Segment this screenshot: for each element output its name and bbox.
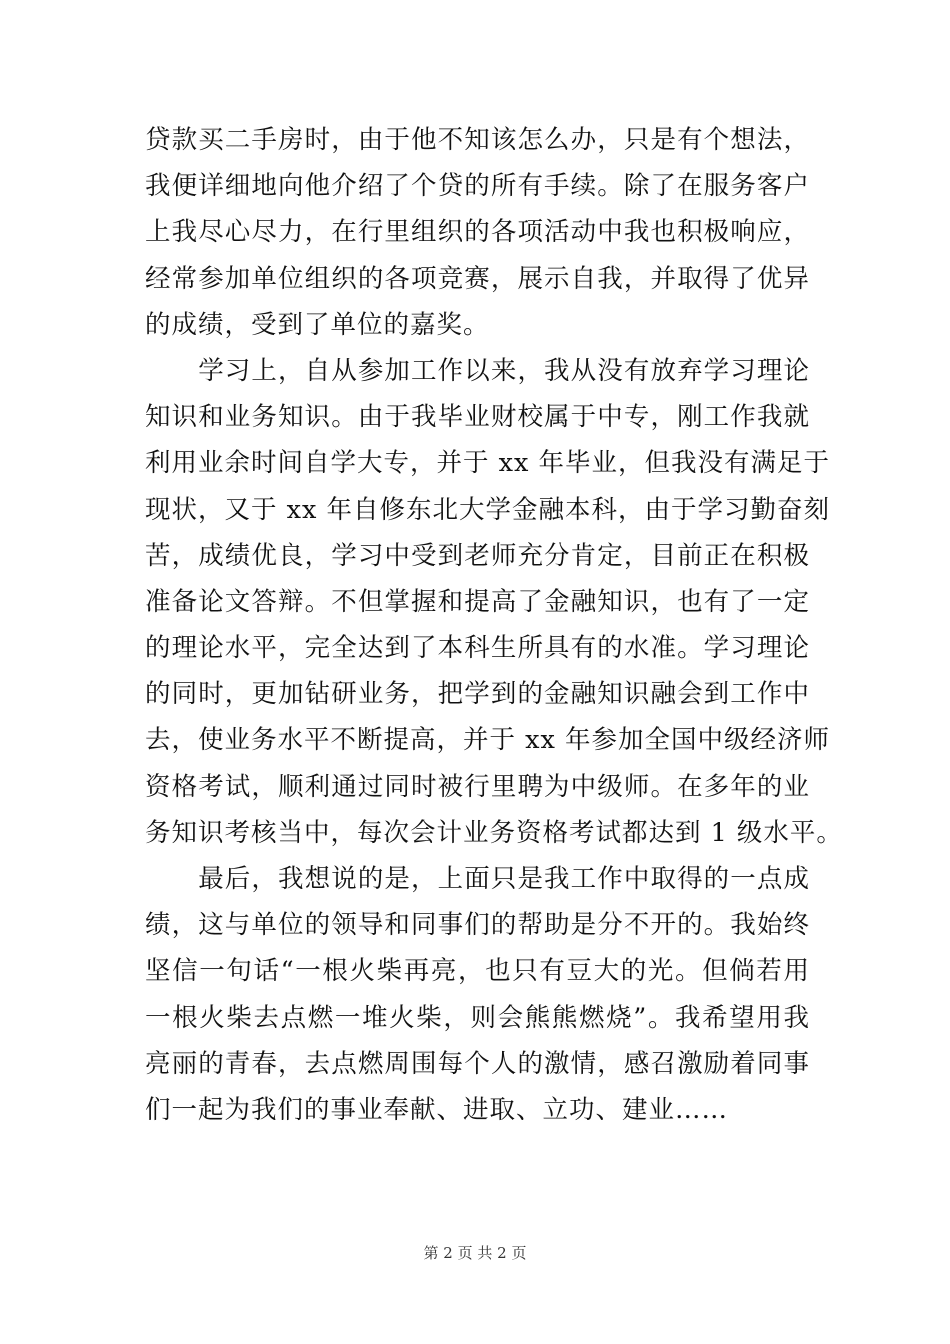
text-line: 我便详细地向他介绍了个贷的所有手续。除了在服务客户 bbox=[145, 171, 810, 202]
text-line: 利用业余时间自学大专，并于 xx 年毕业，但我没有满足于 bbox=[145, 448, 830, 479]
text-line: 去，使业务水平不断提高，并于 xx 年参加全国中级经济师 bbox=[145, 725, 830, 756]
text-line: 贷款买二手房时，由于他不知该怎么办，只是有个想法， bbox=[145, 125, 810, 155]
text-line: 上我尽心尽力，在行里组织的各项活动中我也积极响应， bbox=[145, 217, 810, 248]
text-line: 经常参加单位组织的各项竞赛，展示自我，并取得了优异 bbox=[145, 263, 810, 294]
text-line: 绩，这与单位的领导和同事们的帮助是分不开的。我始终 bbox=[145, 910, 810, 941]
text-line: 务知识考核当中，每次会计业务资格考试都达到 1 级水平。 bbox=[145, 817, 843, 848]
text-line: 现状，又于 xx 年自修东北大学金融本科，由于学习勤奋刻 bbox=[145, 494, 830, 525]
text-line: 知识和业务知识。由于我毕业财校属于中专，刚工作我就 bbox=[145, 402, 810, 433]
text-line: 亮丽的青春，去点燃周围每个人的激情，感召激励着同事 bbox=[145, 1048, 810, 1079]
document-body bbox=[145, 117, 843, 1133]
text-line: 们一起为我们的事业奉献、进取、立功、建业…… bbox=[145, 1094, 729, 1125]
text-line: 资格考试，顺利通过同时被行里聘为中级师。在多年的业 bbox=[145, 771, 810, 802]
page-footer bbox=[0, 1242, 950, 1263]
text-line: 苦，成绩优良，学习中受到老师充分肯定，目前正在积极 bbox=[145, 540, 810, 571]
text-line: 学习上，自从参加工作以来，我从没有放弃学习理论 bbox=[145, 355, 810, 386]
text-line: 的成绩，受到了单位的嘉奖。 bbox=[145, 309, 490, 340]
text-line: 的理论水平，完全达到了本科生所具有的水准。学习理论 bbox=[145, 633, 810, 664]
text-line: 坚信一句话“一根火柴再亮，也只有豆大的光。但倘若用 bbox=[145, 956, 810, 987]
page-number-label: 第 2 页 共 2 页 bbox=[423, 1244, 527, 1262]
text-line: 准备论文答辩。不但掌握和提高了金融知识，也有了一定 bbox=[145, 586, 810, 617]
text-line: 一根火柴去点燃一堆火柴，则会熊熊燃烧”。我希望用我 bbox=[145, 1002, 810, 1033]
text-line: 最后，我想说的是，上面只是我工作中取得的一点成 bbox=[145, 864, 810, 894]
text-line: 的同时，更加钻研业务，把学到的金融知识融会到工作中 bbox=[145, 679, 810, 710]
